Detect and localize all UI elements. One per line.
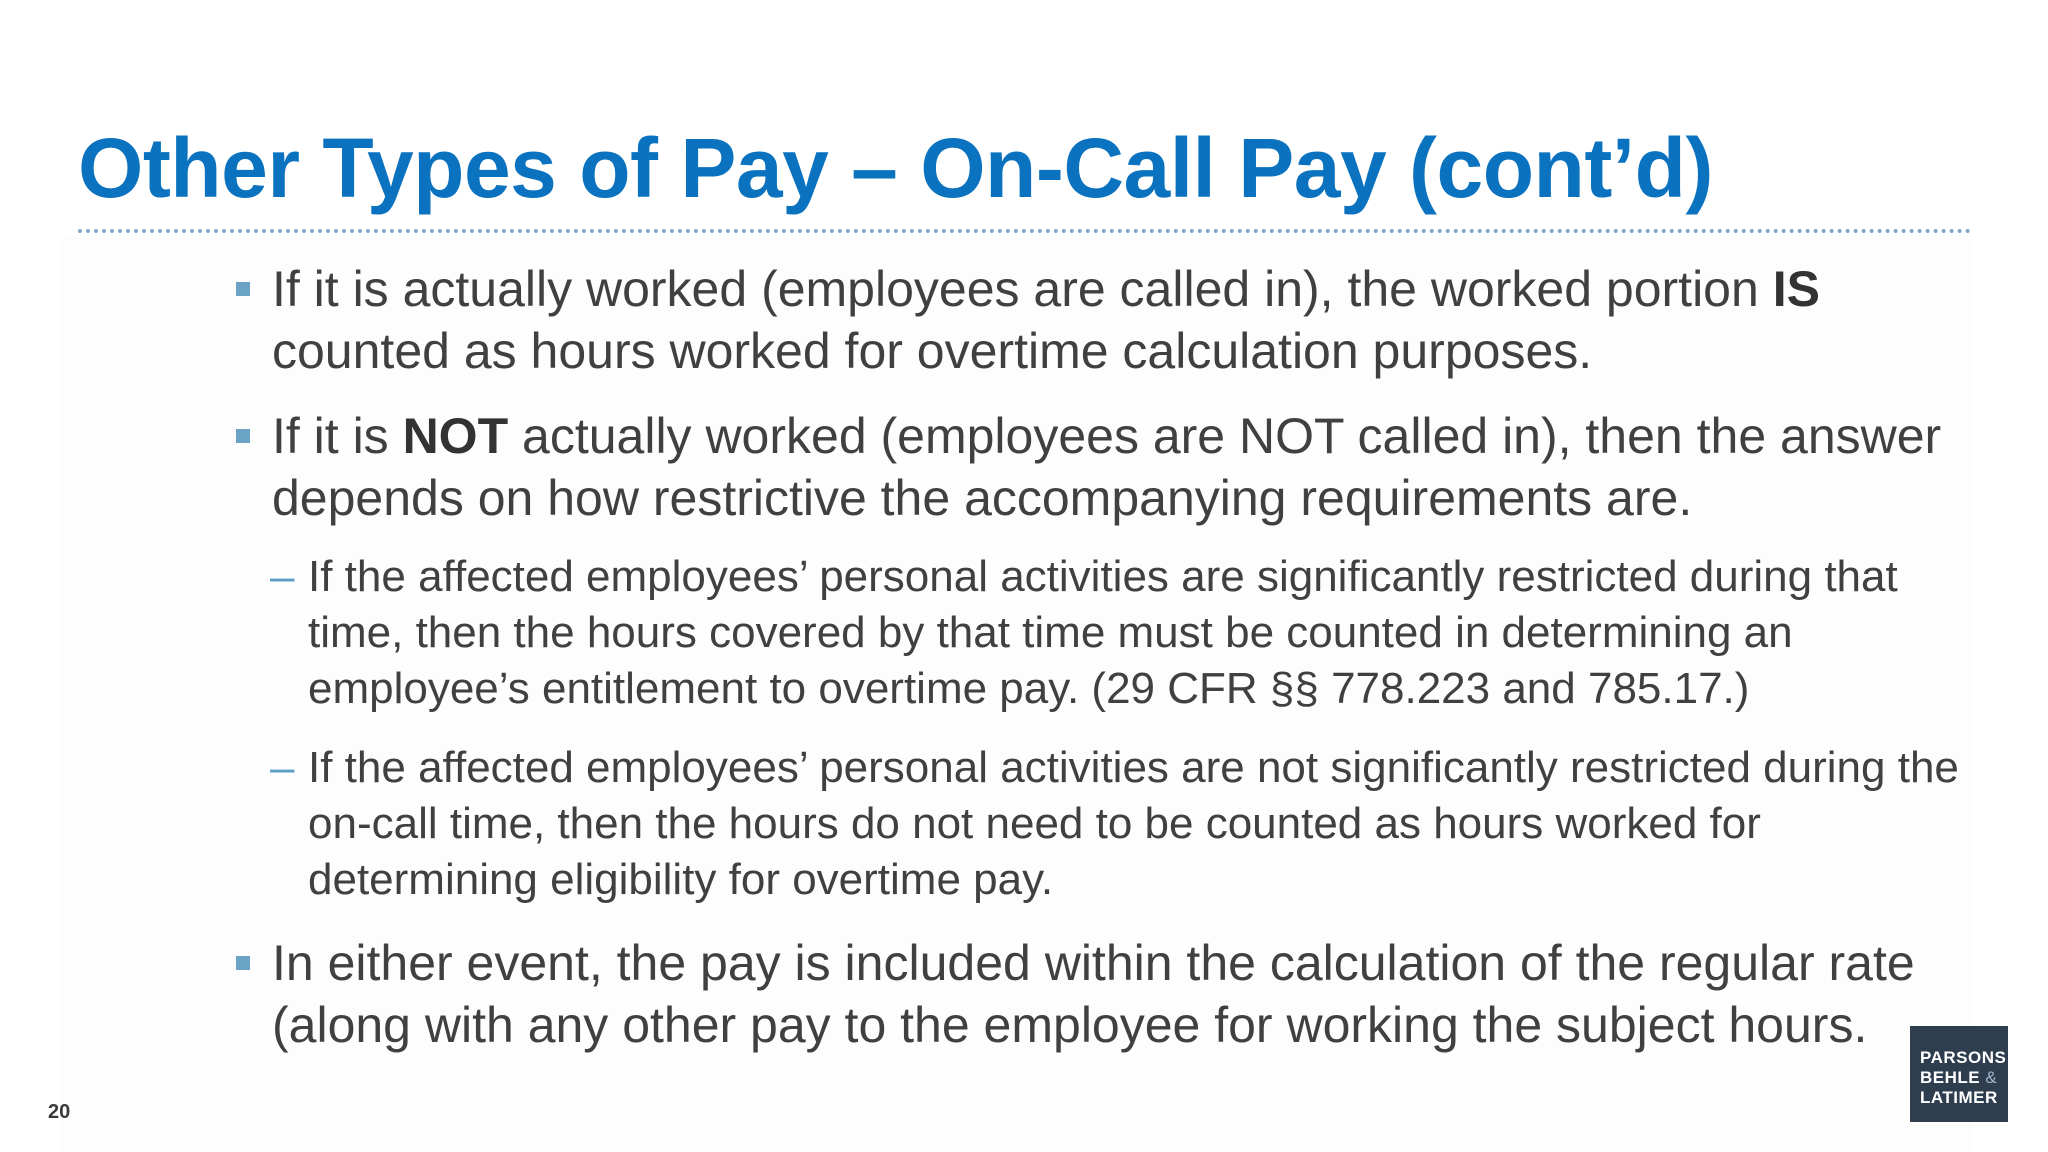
logo-line: LATIMER [1920,1088,1998,1107]
page-number: 20 [48,1101,71,1123]
sub-bullet-text: If the affected employees’ personal activities are significantly restricted during that time, then the hours covered by that time must be counted in determining an employee’s entitlement to overtime pay. (29 CFR §§ 778.223 and 785.17.) [308,552,1898,713]
bullet-emphasis: IS [1772,261,1820,317]
dash-bullet-icon: – [270,552,295,601]
title-divider [78,229,1972,233]
bullet-item [232,258,1962,382]
sub-bullet-text: If the affected employees’ personal activities are not significantly restricted during the on-call time, then the hours do not need to be counted as hours worked for determining eligibility for overtime pay. [308,743,1959,904]
square-bullet-icon [236,282,250,296]
bullet-text: In either event, the pay is included within the calculation of the regular rate (along with any other pay to the employee for working the subject hours. [272,935,1915,1053]
bullet-item [232,932,1962,1056]
slide-body [232,258,1962,1056]
bullet-text: If it is [272,408,403,464]
bullet-emphasis: NOT [402,408,509,464]
dash-bullet-icon: – [270,743,295,792]
bullet-text: If it is actually worked (employees are called in), the worked portion [272,261,1773,317]
bullet-text: counted as hours worked for overtime calculation purposes. [272,323,1593,379]
slide-title: Other Types of Pay – On-Call Pay (cont’d) [78,121,1713,215]
sub-bullet-item [232,549,1962,717]
square-bullet-icon [236,429,250,443]
bullet-item [232,405,1962,529]
logo-line: BEHLE & [1920,1068,1998,1087]
logo-line: PARSONS [1920,1048,2007,1067]
company-logo [1910,1026,2008,1122]
bullet-text: actually worked (employees are NOT called in), then the answer depends on how restrictive the accompanying requirements are. [272,408,1942,526]
square-bullet-icon [236,956,250,970]
sub-bullet-item [232,740,1962,908]
